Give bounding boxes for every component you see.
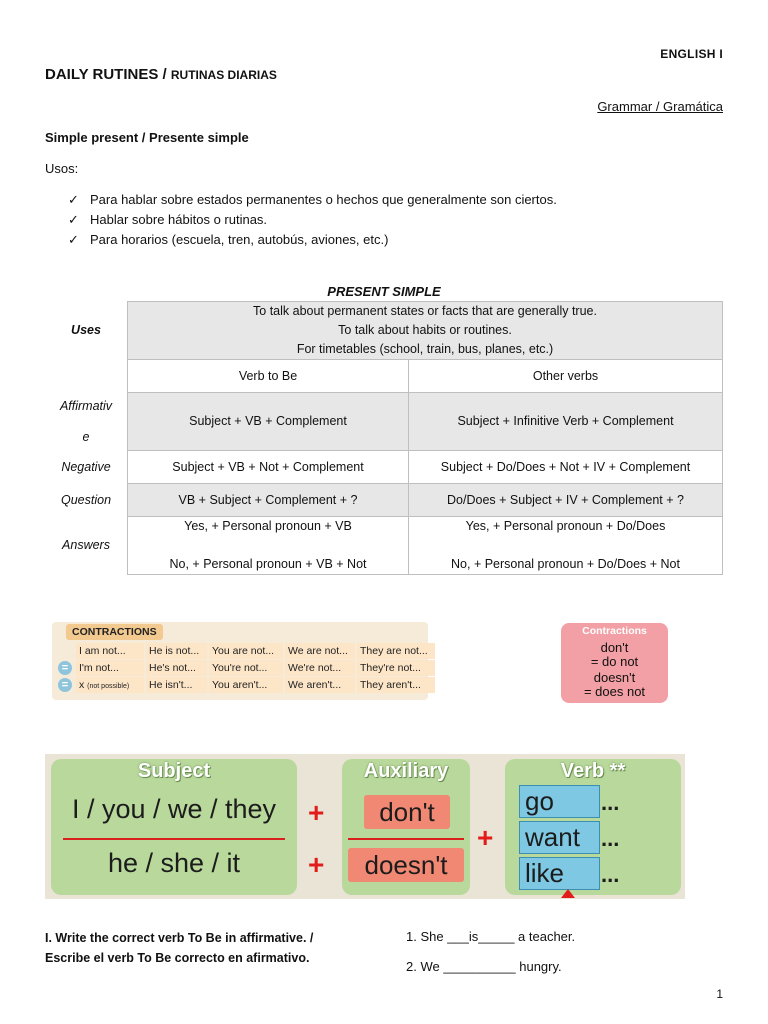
answer-no: No, + Personal pronoun + Do/Does + Not	[451, 557, 680, 571]
answer-yes: Yes, + Personal pronoun + VB	[184, 519, 352, 533]
plus-icon: +	[477, 822, 494, 853]
verb-go: go	[519, 785, 600, 818]
contractions-card-title: Contractions	[582, 625, 647, 637]
list-item	[68, 191, 557, 211]
contraction-cell: I am not...	[76, 643, 144, 659]
contraction-line: doesn't	[593, 670, 636, 685]
subject-singular: he / she / it	[107, 848, 241, 878]
row-label-answers: Answers	[45, 517, 128, 575]
table-row	[45, 302, 723, 360]
contraction-line: = do not	[590, 654, 639, 669]
divider-line	[63, 838, 285, 840]
checkmark-icon: ✓	[68, 212, 79, 227]
table-row	[45, 484, 723, 517]
contraction-cell: He's not...	[146, 660, 207, 676]
equals-icon: =	[58, 661, 72, 675]
contraction-cell: They aren't...	[357, 677, 435, 693]
title-sub: RUTINAS DIARIAS	[170, 68, 277, 82]
table-row	[45, 517, 723, 575]
table-title: PRESENT SIMPLE	[327, 284, 441, 299]
checkmark-icon: ✓	[68, 232, 79, 247]
exercise-item: 1. She ___is_____ a teacher.	[406, 929, 576, 944]
list-item	[68, 231, 557, 251]
contractions-grid	[58, 643, 437, 694]
exercise-title	[45, 928, 375, 968]
exercise-title-es: Escribe el verb To Be correcto en afirmativo.	[45, 951, 310, 965]
column-header-be: Verb to Be	[128, 360, 409, 393]
divider-line	[348, 838, 464, 840]
contractions-row	[58, 660, 437, 677]
verb-like: like	[519, 857, 600, 890]
exercise-title-en: I. Write the correct verb To Be in affirmative. /	[45, 931, 314, 945]
ellipsis: ...	[601, 826, 620, 851]
list-item-text: Hablar sobre hábitos o rutinas.	[90, 212, 268, 227]
row-label-part: e	[82, 429, 90, 444]
uses-cell	[128, 302, 723, 360]
contraction-cell	[76, 677, 144, 693]
checkmark-icon: ✓	[68, 192, 79, 207]
table-row	[45, 451, 723, 484]
row-label-question: Question	[45, 484, 128, 517]
section-label: Grammar / Gramática	[597, 99, 723, 114]
auxiliary-dont: don't	[364, 795, 450, 829]
contraction-cell: We're not...	[285, 660, 355, 676]
row-label-uses: Uses	[45, 302, 128, 360]
page-number: 1	[716, 987, 723, 1001]
list-item	[68, 211, 557, 231]
present-simple-table	[45, 301, 723, 575]
uses-line: To talk about permanent states or facts that are generally true.	[253, 304, 597, 318]
contraction-cell: We are not...	[285, 643, 355, 659]
uses-line: To talk about habits or routines.	[338, 323, 512, 337]
contraction-cell: We aren't...	[285, 677, 355, 693]
contractions-row	[58, 643, 437, 660]
column-header-other: Other verbs	[409, 360, 723, 393]
exercise-item: 2. We __________ hungry.	[406, 959, 562, 974]
contraction-cell: They're not...	[357, 660, 435, 676]
contraction-cell: I'm not...	[76, 660, 144, 676]
contraction-cell: You aren't...	[209, 677, 283, 693]
cell-question-be: VB + Subject + Complement + ?	[128, 484, 409, 517]
not-possible-mark: x	[79, 679, 85, 691]
answer-yes: Yes, + Personal pronoun + Do/Does	[465, 519, 666, 533]
course-label: ENGLISH I	[660, 47, 723, 61]
not-possible-note: (not possible)	[87, 683, 130, 690]
cell-question-other: Do/Does + Subject + IV + Complement + ?	[409, 484, 723, 517]
verb-title: Verb **	[560, 760, 626, 782]
ellipsis: ...	[601, 862, 620, 887]
row-label-affirmative	[45, 393, 128, 451]
row-label-part: Affirmativ	[59, 398, 113, 413]
contraction-line: don't	[600, 640, 629, 655]
usos-label: Usos:	[45, 161, 79, 176]
cell-negative-other: Subject + Do/Does + Not + IV + Complement	[409, 451, 723, 484]
contraction-cell: He isn't...	[146, 677, 207, 693]
subject-title: Subject	[137, 760, 211, 782]
answer-no: No, + Personal pronoun + VB + Not	[169, 557, 367, 571]
section-subtitle: Simple present / Presente simple	[45, 130, 249, 145]
cell-answers-other	[409, 517, 723, 575]
cell-negative-be: Subject + VB + Not + Complement	[128, 451, 409, 484]
list-item-text: Para horarios (escuela, tren, autobús, aviones, etc.)	[90, 232, 389, 247]
title-main: DAILY RUTINES /	[45, 66, 167, 83]
list-item-text: Para hablar sobre estados permanentes o hechos que generalmente son ciertos.	[90, 192, 557, 207]
contractions-row	[58, 677, 437, 694]
row-label-empty	[45, 360, 128, 393]
table-row	[45, 393, 723, 451]
plus-icon: +	[308, 849, 325, 880]
contraction-cell: He is not...	[146, 643, 207, 659]
page-title	[45, 66, 277, 83]
plus-icon: +	[308, 797, 325, 828]
table-row	[45, 360, 723, 393]
uses-list	[68, 191, 557, 251]
verb-want: want	[519, 821, 600, 854]
pointer-triangle-icon	[561, 889, 575, 898]
contraction-line: = does not	[583, 684, 646, 699]
ellipsis: ...	[601, 790, 620, 815]
contractions-symbol	[58, 644, 72, 658]
cell-affirmative-other: Subject + Infinitive Verb + Complement	[409, 393, 723, 451]
uses-line: For timetables (school, train, bus, planes, etc.)	[296, 342, 554, 356]
auxiliary-doesnt: doesn't	[348, 848, 464, 882]
row-label-negative: Negative	[45, 451, 128, 484]
contraction-cell: You're not...	[209, 660, 283, 676]
equals-icon: =	[58, 678, 72, 692]
contraction-cell: You are not...	[209, 643, 283, 659]
auxiliary-title: Auxiliary	[363, 760, 449, 782]
cell-affirmative-be: Subject + VB + Complement	[128, 393, 409, 451]
subject-plural: I / you / we / they	[71, 794, 277, 824]
contraction-cell: They are not...	[357, 643, 435, 659]
cell-answers-be	[128, 517, 409, 575]
contractions-title: CONTRACTIONS	[66, 624, 163, 640]
